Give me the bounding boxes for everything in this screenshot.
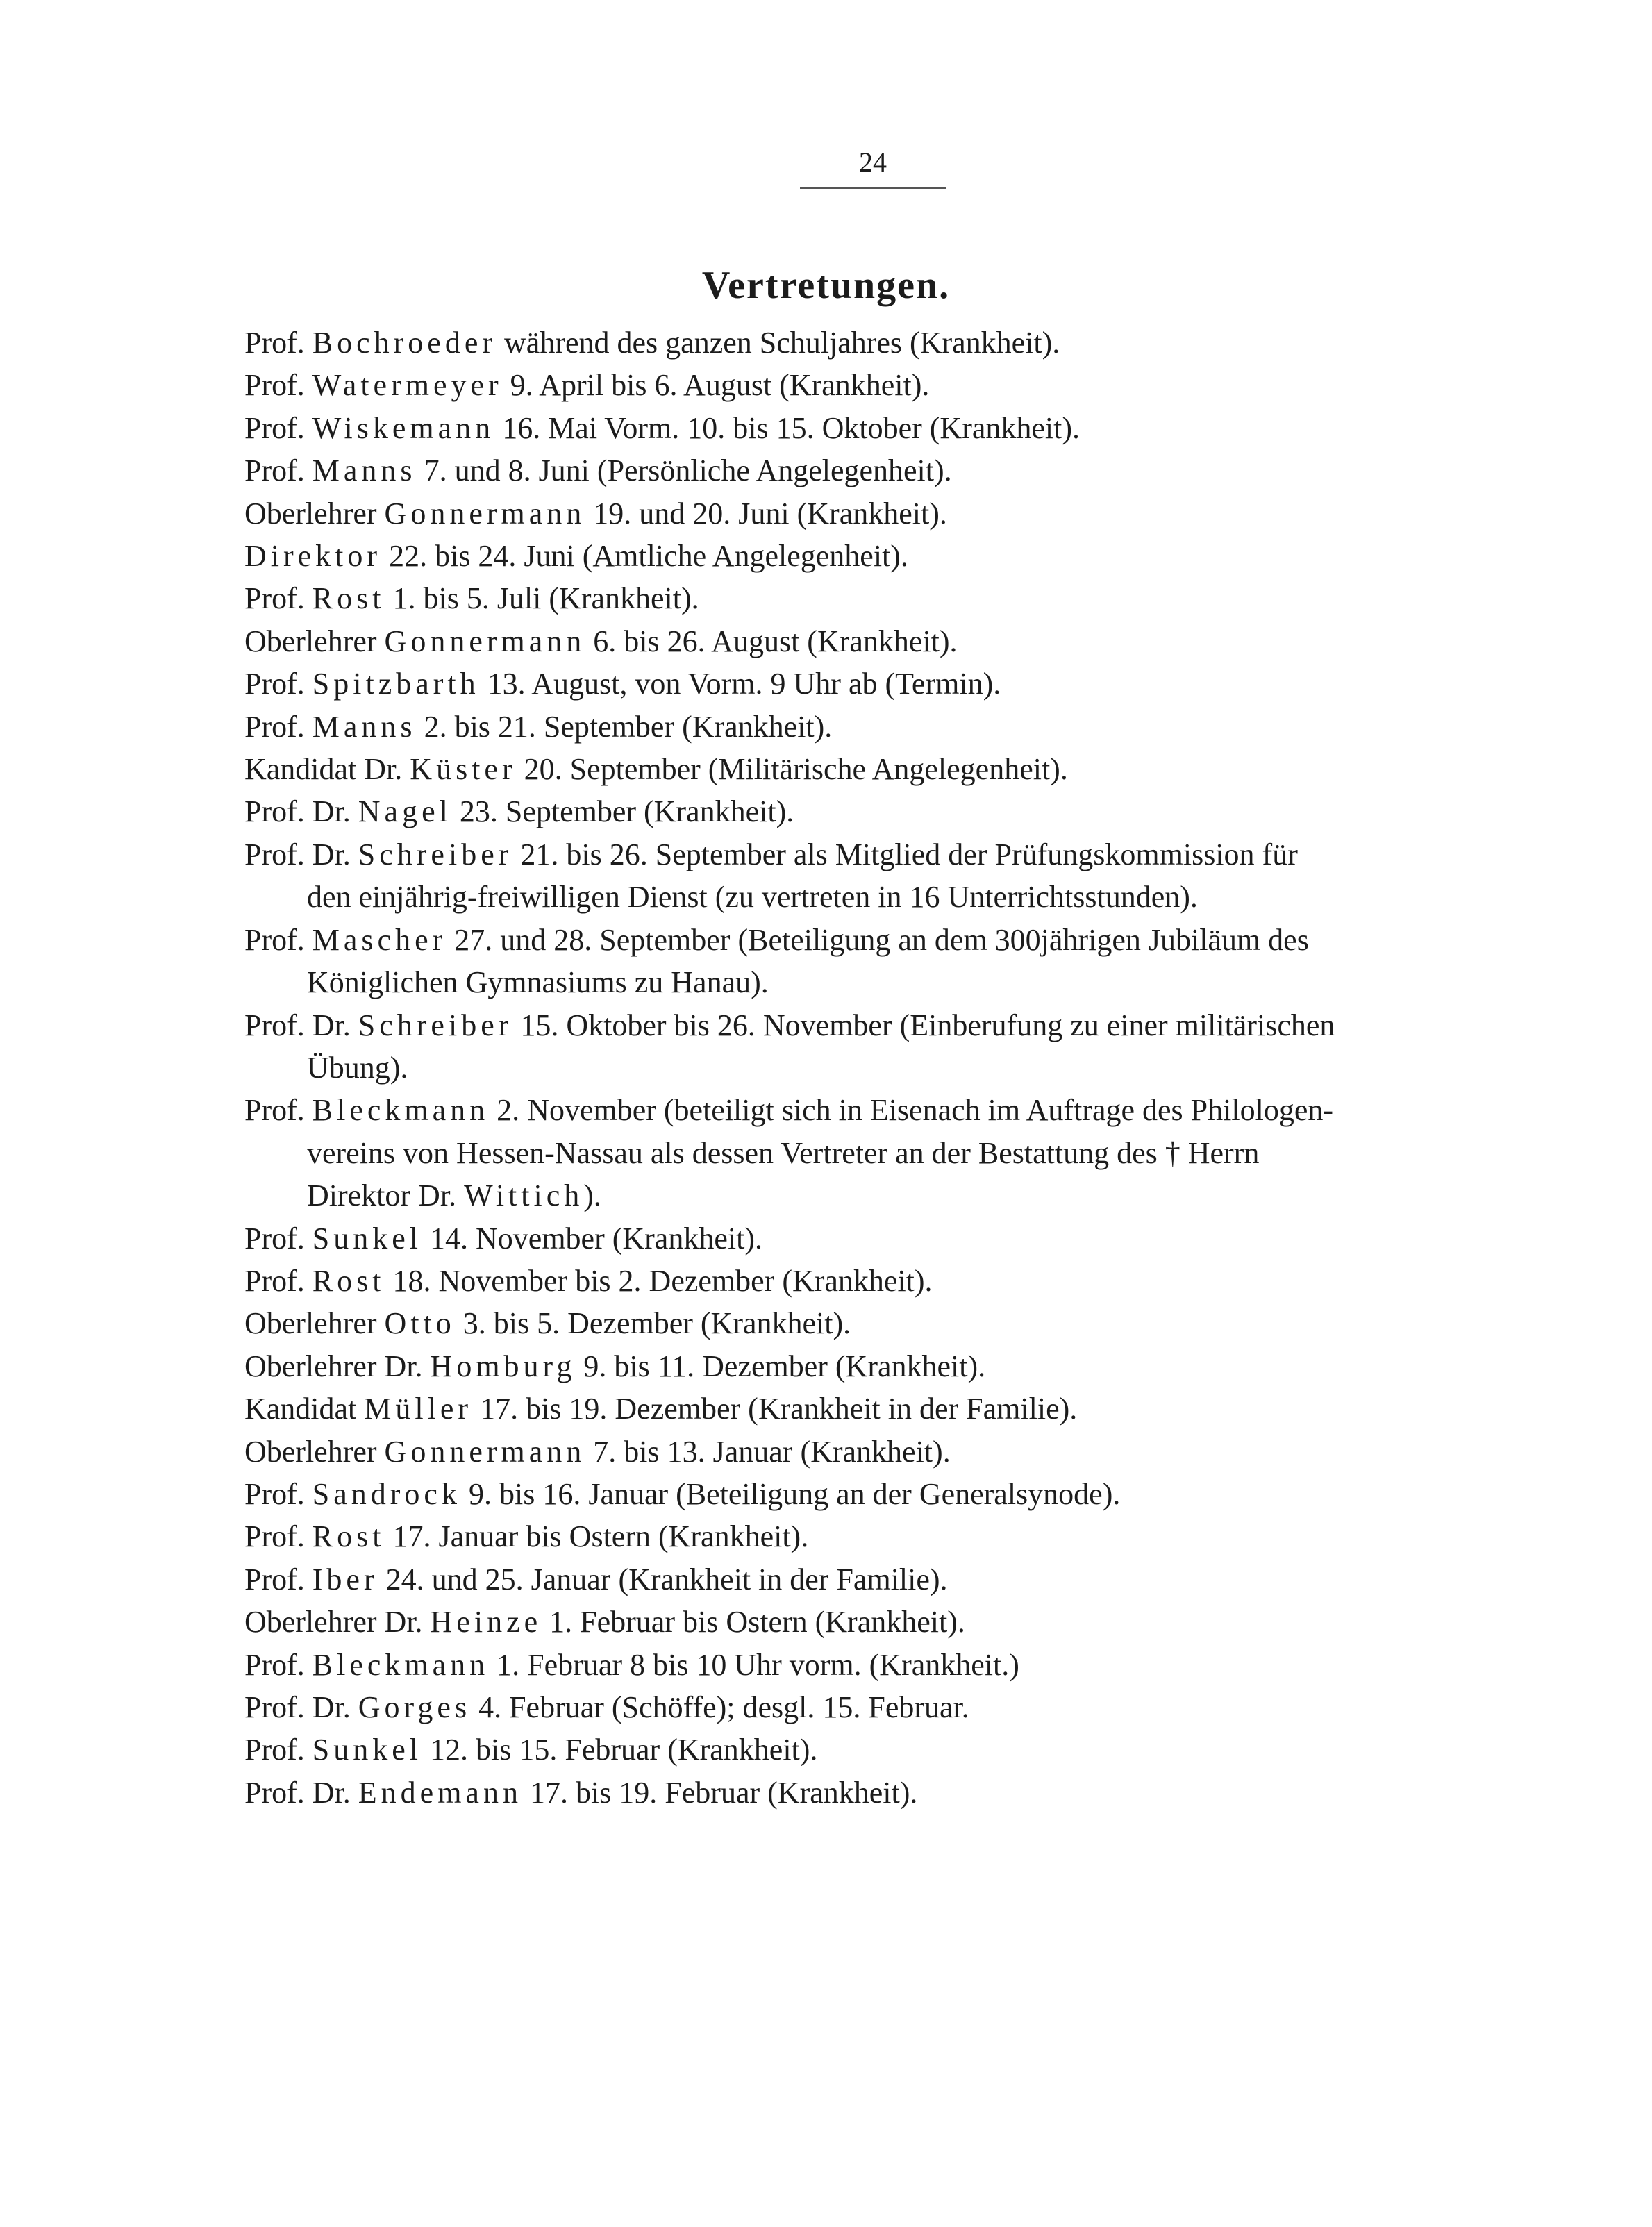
entry-text: 27. und 28. September (Beteiligung an dem 300jährigen Jubiläum des [454,922,1309,957]
entry-title: Prof. Dr. [244,1775,351,1810]
list-item [244,577,1494,619]
entry-line [244,752,1068,786]
entry-name: Gorges [358,1690,472,1724]
list-item [244,322,1494,364]
entry-line [244,710,832,744]
list-item [244,1515,1494,1558]
entry-name: Schreiber [358,1008,513,1042]
entry-title: Prof. [244,1733,305,1767]
substitution-list [244,322,1494,1814]
list-item [244,1302,1494,1344]
entry-title: Prof. [244,326,305,360]
entry-title: Oberlehrer [244,496,377,531]
entry-text: 9. April bis 6. August (Krankheit). [510,368,930,403]
list-item [244,919,1494,1004]
entry-name: Otto [384,1306,456,1341]
entry-title: Oberlehrer [244,624,377,658]
entry-text: 1. bis 5. Juli (Krankheit). [392,581,699,616]
entry-line [244,923,1309,957]
entry-text: 1. Februar 8 bis 10 Uhr vorm. (Krankheit.) [497,1647,1019,1682]
entry-line [244,1306,851,1340]
entry-name: Rost [312,581,385,616]
entry-text: 7. und 8. Juni (Persönliche Angelegenheit). [424,453,952,488]
entry-title: Prof. [244,1647,305,1682]
list-item [244,1217,1494,1260]
entry-name: Wiskemann [312,410,495,445]
list-item [244,407,1494,449]
entry-line [244,1349,985,1383]
entry-name: Gonnermann [384,1434,586,1469]
entry-text: 23. September (Krankheit). [459,794,794,829]
list-item [244,620,1494,662]
entry-line [244,1392,1077,1426]
entry-title: Prof. [244,1519,305,1554]
entry-title: Kandidat Dr. [244,752,403,787]
entry-continuation: vereins von Hessen-Nassau als dessen Vertreter an der Bestattung des † Herrn [307,1135,1260,1170]
entry-text: 18. November bis 2. Dezember (Krankheit). [392,1263,933,1298]
entry-text: 20. September (Militärische Angelegenheit). [524,752,1068,787]
entry-continuation: Übung). [307,1050,408,1085]
entry-text: 9. bis 11. Dezember (Krankheit). [583,1349,986,1383]
entry-name: Gonnermann [384,496,586,531]
entry-title: Prof. Dr. [244,1690,351,1724]
list-item [244,364,1494,406]
entry-line [244,667,1001,701]
entry-title: Prof. [244,410,305,445]
entry-title: Prof. Dr. [244,794,351,829]
entry-name: Bleckmann [312,1093,490,1128]
entry-text: 22. bis 24. Juni (Amtliche Angelegenheit). [389,539,908,574]
list-item [244,1004,1494,1090]
entry-line [244,1093,1333,1127]
entry-title: Direktor Dr. [307,1178,457,1213]
entry-text: 12. bis 15. Februar (Krankheit). [430,1733,818,1767]
list-item [244,449,1494,492]
entry-name: Iber [312,1562,378,1596]
entry-text: 4. Februar (Schöffe); desgl. 15. Februar. [478,1690,969,1724]
entry-text: 17. bis 19. Februar (Krankheit). [529,1775,918,1810]
entry-line [244,581,699,615]
entry-line [244,1477,1120,1511]
list-item [244,1686,1494,1728]
entry-text: 24. und 25. Januar (Krankheit in der Familie). [385,1562,948,1596]
list-item [244,1728,1494,1771]
entry-title: Prof. [244,1221,305,1256]
entry-text: während des ganzen Schuljahres (Krankheit). [504,326,1060,360]
entry-line [244,1648,1019,1682]
entry-line [244,1562,948,1596]
entry-title: Oberlehrer [244,1306,377,1341]
entry-name: Müller [364,1392,473,1426]
entry-name: Bleckmann [312,1647,490,1682]
entry-title: Prof. [244,1476,305,1511]
entry-text: 6. bis 26. August (Krankheit). [593,624,958,658]
entry-line [244,1264,933,1298]
entry-name: Direktor [244,539,382,574]
entry-title: Prof. [244,667,305,701]
page-number-rule [800,187,946,189]
entry-name: Rost [312,1519,385,1554]
entry-name: Nagel [358,794,452,829]
list-item [244,1431,1494,1473]
entry-name: Sandrock [312,1476,461,1511]
entry-name: Sunkel [312,1221,423,1256]
entry-continuation: den einjährig-freiwilligen Dienst (zu vertreten in 16 Unterrichtsstunden). [307,880,1198,915]
entry-name: Endemann [358,1775,522,1810]
entry-line [244,1690,969,1724]
entry-text: ). [583,1178,601,1213]
entry-line [244,539,908,573]
list-item [244,1644,1494,1686]
list-item [244,833,1494,919]
entry-line [244,794,794,828]
entry-name: Watermeyer [312,368,503,403]
entry-name: Rost [312,1263,385,1298]
entry-text: 13. August, von Vorm. 9 Uhr ab (Termin). [487,667,1001,701]
list-item [244,790,1494,833]
entry-line [244,1733,817,1767]
entry-name: Bochroeder [312,326,497,360]
entry-name: Mascher [312,922,447,957]
entry-text: 1. Februar bis Ostern (Krankheit). [549,1605,965,1640]
entry-line [244,453,952,487]
entry-line [244,837,1298,871]
entry-line [244,624,958,658]
section-title: Vertretungen. [701,264,951,307]
list-item [244,662,1494,705]
entry-text: 19. und 20. Juni (Krankheit). [593,496,947,531]
entry-title: Prof. [244,453,305,488]
entry-text: 9. bis 16. Januar (Beteiligung an der Generalsynode). [468,1476,1121,1511]
entry-line [244,1435,951,1469]
entry-text: 3. bis 5. Dezember (Krankheit). [462,1306,851,1341]
entry-line [244,1519,808,1553]
entry-title: Prof. [244,581,305,616]
entry-line [244,1008,1335,1042]
entry-name: Homburg [430,1349,576,1383]
list-item [244,1558,1494,1601]
list-item [244,1387,1494,1430]
entry-line [244,497,947,531]
entry-line [244,1776,917,1810]
entry-name: Wittich [464,1178,584,1213]
entry-title: Prof. [244,1562,305,1596]
list-item [244,1473,1494,1515]
entry-title: Oberlehrer [244,1434,377,1469]
entry-title: Prof. [244,1263,305,1298]
entry-name: Manns [312,453,417,488]
entry-text: 15. Oktober bis 26. November (Einberufung zu einer militärischen [520,1008,1335,1042]
entry-text: 7. bis 13. Januar (Krankheit). [593,1434,951,1469]
entry-text: 17. Januar bis Ostern (Krankheit). [392,1519,809,1554]
entry-text: 16. Mai Vorm. 10. bis 15. Oktober (Krankheit). [502,410,1081,445]
entry-title: Prof. [244,922,305,957]
entry-text: 2. November (beteiligt sich in Eisenach im Auftrage des Philologen- [497,1093,1333,1128]
list-item [244,1089,1494,1217]
list-item [244,1345,1494,1387]
list-item [244,1601,1494,1643]
entry-title: Prof. [244,709,305,744]
entry-title: Oberlehrer Dr. [244,1349,423,1383]
entry-line [244,326,1060,360]
entry-continuation [244,1174,1494,1217]
list-item [244,492,1494,535]
list-item [244,748,1494,790]
entry-line [244,1221,762,1256]
entry-title: Oberlehrer Dr. [244,1605,423,1640]
entry-title: Prof. Dr. [244,1008,351,1042]
entry-title: Kandidat [244,1392,357,1426]
list-item [244,706,1494,748]
entry-name: Heinze [430,1605,542,1640]
entry-text: 21. bis 26. September als Mitglied der Prüfungskommission für [520,837,1298,871]
entry-name: Gonnermann [384,624,586,658]
entry-title: Prof. Dr. [244,837,351,871]
entry-title: Prof. [244,368,305,403]
entry-name: Spitzbarth [312,667,480,701]
entry-name: Manns [312,709,417,744]
list-item [244,535,1494,577]
entry-line [244,368,929,402]
entry-name: Küster [410,752,517,787]
page-number: 24 [859,147,887,178]
list-item [244,1260,1494,1302]
entry-name: Sunkel [312,1733,423,1767]
list-item [244,1771,1494,1814]
entry-text: 2. bis 21. September (Krankheit). [424,709,833,744]
entry-line [244,1605,965,1639]
entry-title: Prof. [244,1093,305,1128]
entry-line [244,411,1080,445]
entry-text: 17. bis 19. Dezember (Krankheit in der Familie). [480,1392,1078,1426]
entry-continuation: Königlichen Gymnasiums zu Hanau). [307,965,769,1000]
entry-text: 14. November (Krankheit). [430,1221,762,1256]
entry-name: Schreiber [358,837,513,871]
